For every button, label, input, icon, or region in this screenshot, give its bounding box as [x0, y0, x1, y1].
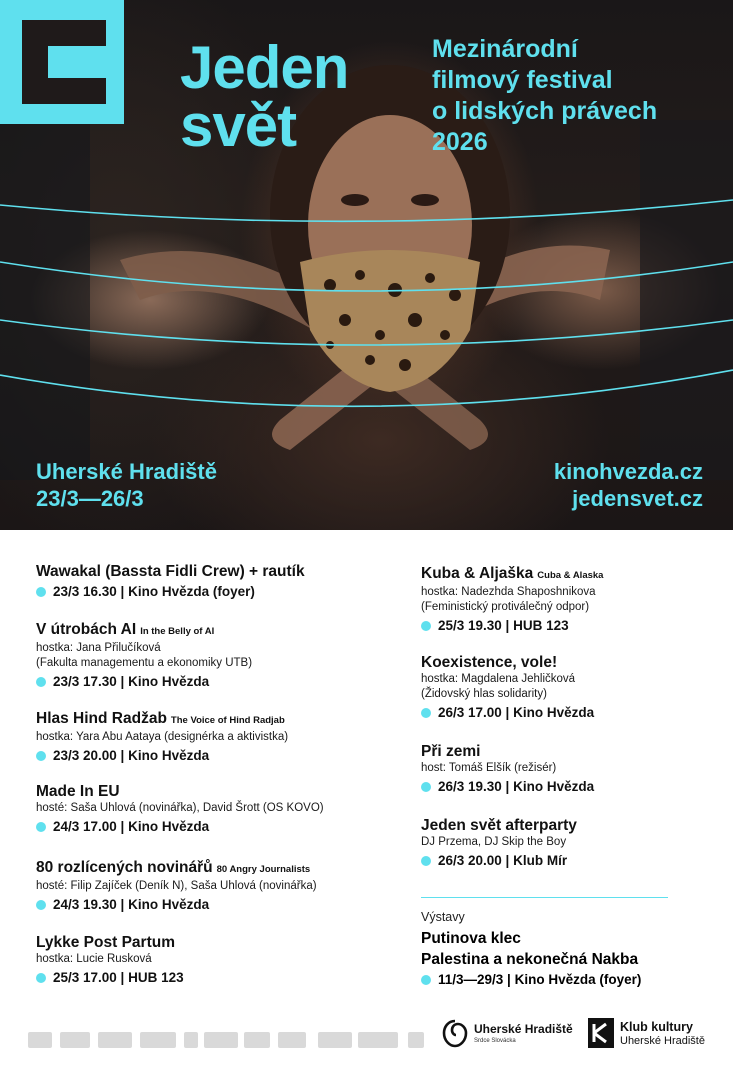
exhibitions-divider — [421, 897, 668, 898]
event-guest: (Židovský hlas solidarity) — [421, 688, 547, 700]
festival-dates: 23/3—26/3 — [36, 486, 144, 511]
bullet-dot-icon — [36, 751, 46, 761]
partner-logos — [28, 1022, 428, 1056]
event-slot: 23/3 16.30 | Kino Hvězda (foyer) — [53, 584, 255, 599]
url-jedensvet[interactable]: jedensvet.cz — [572, 486, 703, 511]
event-80-rozlicenych-novinaru — [36, 858, 317, 914]
partner-logo-icon — [184, 1032, 198, 1048]
event-title: Hlas Hind Radžab — [36, 710, 167, 727]
festival-location — [36, 458, 217, 512]
event-slot: 26/3 17.00 | Kino Hvězda — [438, 705, 595, 720]
klub-kultury-logo — [588, 1018, 718, 1050]
event-guest: hostka: Jana Přilučíková — [36, 642, 161, 654]
event-guest: DJ Przema, DJ Skip the Boy — [421, 836, 567, 848]
subtitle-line: Mezinárodní — [432, 35, 578, 63]
event-title: 80 rozlícených novinářů — [36, 859, 213, 876]
event-title: Koexistence, vole! — [421, 654, 558, 671]
subtitle-line: o lidských právech — [432, 97, 658, 125]
exhibition-title: Putinova klec — [421, 930, 521, 947]
bullet-dot-icon — [36, 677, 46, 687]
city-name: Uherské Hradiště — [36, 459, 217, 484]
event-kuba-aljaska — [421, 564, 603, 635]
partner-logo-icon — [244, 1032, 270, 1048]
partner-logo-icon — [28, 1032, 52, 1048]
exhibitions-label: Výstavy — [421, 910, 465, 924]
exhibitions — [421, 909, 641, 989]
subtitle-line: filmový festival — [432, 66, 613, 94]
event-title-en: The Voice of Hind Radjab — [170, 715, 285, 726]
event-title: Made In EU — [36, 783, 120, 800]
event-slot: 24/3 17.00 | Kino Hvězda — [53, 819, 210, 834]
event-guest: hostka: Nadezhda Shaposhnikova — [421, 586, 596, 598]
event-guest: hostka: Yara Abu Aataya (designérka a aktivistka) — [36, 731, 289, 743]
bullet-dot-icon — [421, 621, 431, 631]
festival-title-line1: Jeden — [180, 34, 349, 101]
event-v-utrobach-ai — [36, 620, 252, 691]
uh-sub: Srdce Slovácka — [474, 1038, 516, 1044]
event-title-en: 80 Angry Journalists — [216, 864, 311, 875]
klub-name: Klub kultury — [620, 1020, 693, 1034]
bullet-dot-icon — [421, 975, 431, 985]
bullet-dot-icon — [421, 708, 431, 718]
event-slot: 24/3 19.30 | Kino Hvězda — [53, 897, 210, 912]
bullet-dot-icon — [36, 973, 46, 983]
uherske-hradiste-emblem-icon — [442, 1018, 468, 1048]
url-kinohvezda[interactable]: kinohvezda.cz — [553, 459, 703, 484]
partner-logo-icon — [60, 1032, 90, 1048]
event-title: V útrobách AI — [36, 621, 137, 638]
festival-subtitle — [432, 34, 657, 158]
festival-urls — [554, 458, 703, 512]
jeden-svet-logo-icon — [0, 0, 124, 124]
event-guest: host: Tomáš Elšík (režisér) — [421, 762, 557, 774]
partner-logo-icon — [278, 1032, 306, 1048]
uh-name: Uherské Hradiště — [474, 1022, 573, 1036]
event-guest: (Fakulta managementu a ekonomiky UTB) — [36, 657, 253, 669]
event-title: Jeden svět afterparty — [421, 817, 577, 834]
event-wawakal — [36, 562, 305, 601]
event-pri-zemi — [421, 742, 594, 796]
klub-sub: Uherské Hradiště — [620, 1035, 705, 1047]
event-hlas-hind-radzab — [36, 709, 288, 765]
event-guest: hosté: Filip Zajíček (Deník N), Saša Uhlová (novinářka) — [36, 880, 317, 892]
bullet-dot-icon — [36, 900, 46, 910]
event-title: Kuba & Aljaška — [421, 565, 534, 582]
event-title: Lykke Post Partum — [36, 934, 175, 951]
partner-logo-icon — [140, 1032, 176, 1048]
event-slot: 23/3 20.00 | Kino Hvězda — [53, 748, 210, 763]
partner-logo-icon — [408, 1032, 424, 1048]
event-title: Při zemi — [421, 743, 481, 760]
event-slot: 25/3 19.30 | HUB 123 — [438, 618, 569, 633]
event-koexistence-vole — [421, 653, 594, 722]
event-guest: hostka: Lucie Rusková — [36, 953, 152, 965]
event-guest: hosté: Saša Uhlová (novinářka), David Šrott (OS KOVO) — [36, 802, 324, 814]
bullet-dot-icon — [36, 587, 46, 597]
event-afterparty — [421, 816, 577, 870]
klub-kultury-icon — [588, 1018, 614, 1048]
event-slot: 25/3 17.00 | HUB 123 — [53, 970, 184, 985]
partner-logo-icon — [358, 1032, 398, 1048]
partner-logo-icon — [98, 1032, 132, 1048]
event-slot: 26/3 19.30 | Kino Hvězda — [438, 779, 595, 794]
event-guest: hostka: Magdalena Jehličková — [421, 673, 576, 685]
partner-logo-icon — [204, 1032, 238, 1048]
exhibition-slot: 11/3—29/3 | Kino Hvězda (foyer) — [438, 972, 642, 987]
hero-photo — [0, 0, 733, 530]
event-title-en: In the Belly of AI — [140, 626, 215, 637]
bullet-dot-icon — [421, 856, 431, 866]
event-slot: 23/3 17.30 | Kino Hvězda — [53, 674, 210, 689]
event-lykke-post-partum — [36, 933, 184, 987]
event-title-en: Cuba & Alaska — [537, 570, 604, 581]
subtitle-year: 2026 — [432, 128, 488, 156]
bullet-dot-icon — [421, 782, 431, 792]
event-guest: (Feministický protiválečný odpor) — [421, 601, 590, 613]
partner-logo-icon — [318, 1032, 352, 1048]
event-title: Wawakal (Bassta Fidli Crew) + rautík — [36, 563, 305, 580]
event-slot: 26/3 20.00 | Klub Mír — [438, 853, 568, 868]
uherske-hradiste-logo — [442, 1018, 582, 1048]
bullet-dot-icon — [36, 822, 46, 832]
event-made-in-eu — [36, 782, 324, 836]
festival-title-line2: svět — [180, 92, 297, 159]
exhibition-title: Palestina a nekonečná Nakba — [421, 951, 639, 968]
